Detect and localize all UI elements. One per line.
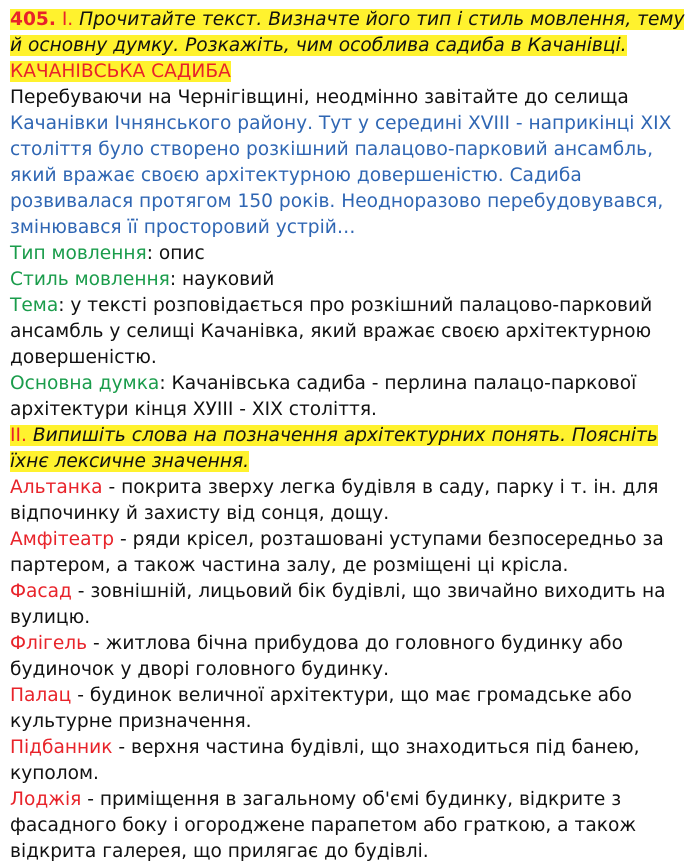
term-definition: - зовнішній, лицьовий бік будівлі, що звичайно виходить на вулицю. [10, 581, 666, 628]
term-word: Палац [10, 685, 72, 706]
term-item [10, 579, 685, 631]
term-word: Флігель [10, 633, 88, 654]
exercise-number: 405. [10, 9, 56, 30]
task-1-highlight [10, 9, 684, 56]
passage-lead: Перебуваючи на Чернігівщині, неодмінно завітайте до селища [10, 87, 629, 108]
term-word: Амфітеатр [10, 529, 115, 550]
analysis-theme [10, 293, 685, 371]
analysis-value: : опис [146, 243, 205, 264]
term-definition: - ряди крісел, розташовані уступами безпосередньо за партером, а також частина залу, де розміщені ці крісла. [10, 529, 664, 576]
term-definition: - покрита зверху легка будівля в саду, парку і т. ін. для відпочинку й захисту від сонця, дощу. [10, 477, 659, 524]
passage [10, 85, 685, 241]
analysis-main-idea [10, 371, 685, 423]
analysis-speech-style [10, 267, 685, 293]
analysis-label: Стиль мовлення [10, 269, 170, 290]
term-item [10, 527, 685, 579]
analysis-speech-type [10, 241, 685, 267]
term-word: Альтанка [10, 477, 103, 498]
analysis-label: Тема [10, 295, 59, 316]
task-2-text: Випишіть слова на позначення архітектурних понять. Поясніть їхнє лексичне значення. [10, 425, 658, 472]
task-2-roman: ІІ. [10, 425, 27, 446]
task-1-text: Прочитайте текст. Визначте його тип і стиль мовлення, тему й основну думку. Розкажіть, чим особлива садиба в Качанівці. [10, 9, 685, 56]
passage-title: КАЧАНІВСЬКА САДИБА [10, 61, 231, 82]
term-item [10, 475, 685, 527]
task-2-heading [10, 423, 685, 475]
analysis-value: : науковий [169, 269, 275, 290]
task-2-highlight [10, 425, 658, 472]
term-word: Фасад [10, 581, 72, 602]
term-definition: - будинок величної архітектури, що має громадське або культурне призначення. [10, 685, 632, 732]
term-item [10, 787, 685, 865]
term-item [10, 683, 685, 735]
task-1-heading [10, 7, 685, 59]
analysis-label: Тип мовлення [10, 243, 147, 264]
analysis-value: : Качанівська садиба - перлина палацо-паркової архітектури кінця ХУІІІ - ХІХ століття. [10, 373, 637, 420]
term-definition: - житлова бічна прибудова до головного будинку або будиночок у дворі головного будинку. [10, 633, 623, 680]
term-word: Підбанник [10, 737, 113, 758]
analysis-value: : у тексті розповідається про розкішний палацово-парковий ансамбль у селищі Качанівка, який вражає своєю архітектурною довершеністю. [10, 295, 653, 368]
term-definition: - верхня частина будівлі, що знаходиться під банею, куполом. [10, 737, 640, 784]
analysis-label: Основна думка [10, 373, 160, 394]
term-item [10, 631, 685, 683]
passage-rest: Качанівки Ічнянського району. Тут у середині XVIII - наприкінці XIX століття було створено розкішний палацово-парковий ансамбль, який вражає своєю архітектурною довершеністю. Садиба розвивалася протягом 150 років. Неодноразово перебудовувався, змінювався її просторовий устрій… [10, 113, 672, 238]
term-item [10, 735, 685, 787]
term-definition: - приміщення в загальному об'ємі будинку, відкрите з фасадного боку і огороджене парапетом або граткою, а також відкрита галерея, що прилягає до будівлі. [10, 789, 637, 862]
task-1-roman: І. [61, 9, 74, 30]
term-word: Лоджія [10, 789, 82, 810]
passage-title-line [10, 59, 685, 85]
